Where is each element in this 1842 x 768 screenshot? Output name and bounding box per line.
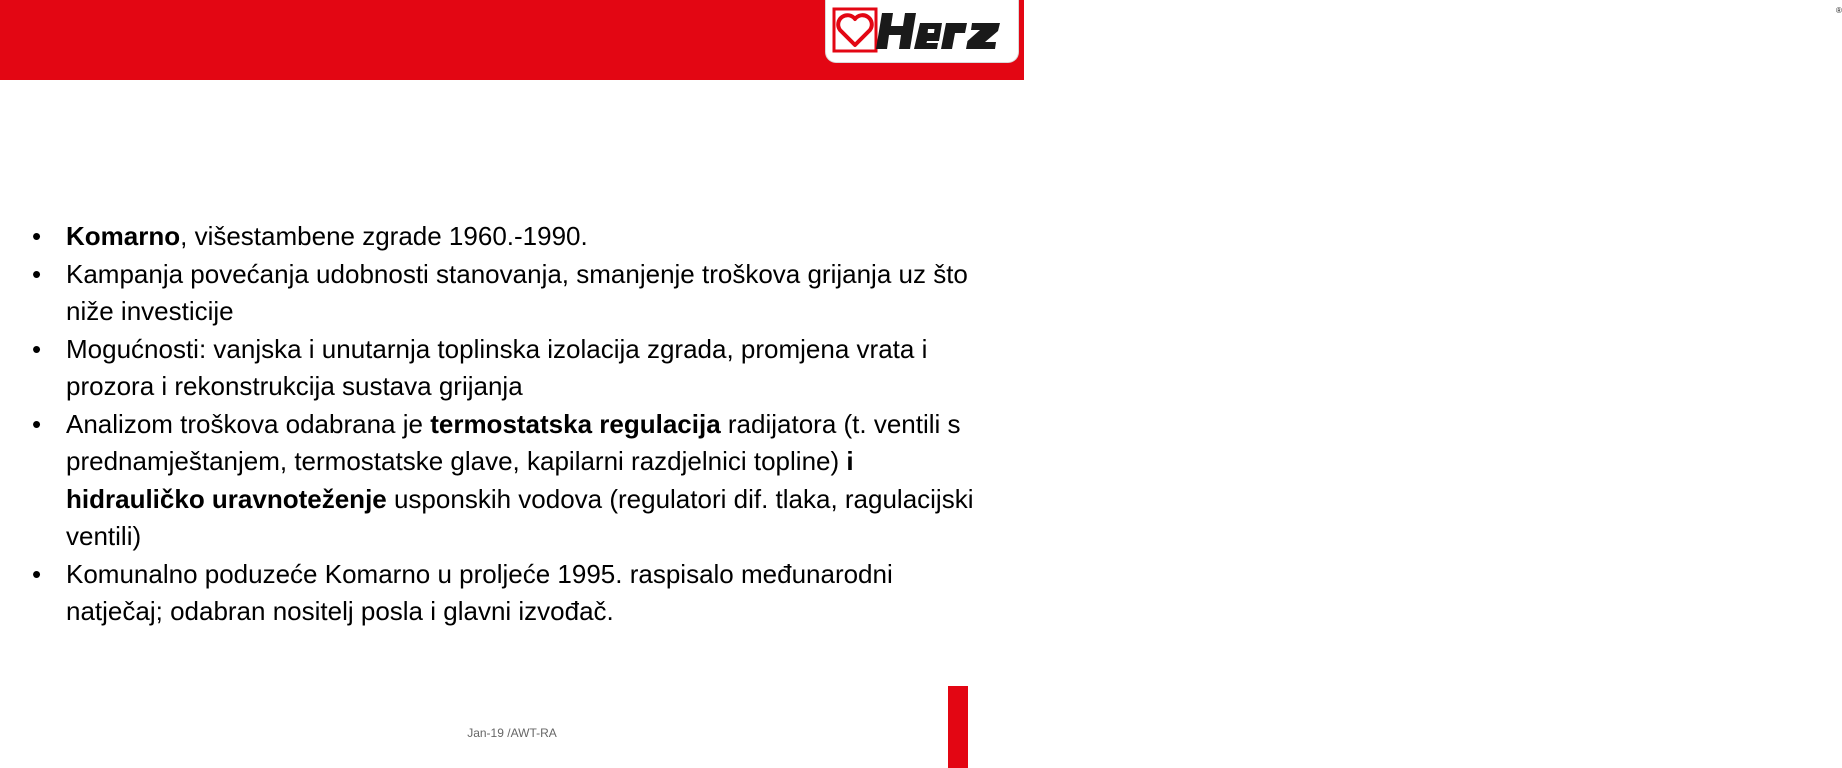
bold-phrase: termostatska regulacija	[430, 408, 721, 439]
bullet-dot: •	[32, 558, 42, 589]
bullet-dot: •	[32, 258, 42, 289]
text-run: Kampanja povećanja udobnosti stanovanja, smanjenje troškova grijanja uz što niže investicije	[66, 258, 968, 326]
bullet-text	[66, 218, 588, 256]
bullet-text	[66, 406, 988, 556]
bullet-item	[28, 406, 988, 556]
text-run: Komunalno poduzeće Komarno u proljeće 1995. raspisalo međunarodni natječaj; odabran nositelj posla i glavni izvođač.	[66, 558, 893, 626]
bold-phrase: Komarno	[66, 221, 181, 251]
bold-phrase: i hidrauličko uravnoteženje	[66, 446, 854, 514]
bullet-item	[28, 256, 988, 331]
bullet-item	[28, 556, 988, 631]
bullet-item	[28, 331, 988, 406]
herz-logo	[826, 0, 1842, 62]
text-run: Analizom troškova odabrana je	[66, 408, 431, 439]
text-run: usponskih vodova (regulatori dif. tlaka, ragulacijski ventili)	[66, 483, 974, 551]
herz-logo-mark	[832, 5, 1012, 57]
bullet-item	[28, 218, 988, 256]
bullet-text	[66, 256, 988, 331]
corner-red-bar	[948, 686, 968, 768]
text-run: , višestambene zgrade 1960.-1990.	[180, 221, 588, 251]
text-run: Mogućnosti: vanjska i unutarnja toplinska izolacija zgrada, promjena vrata i prozora i rekonstrukcija sustava grijanja	[66, 333, 928, 401]
text-run: radijatora (t. ventili s prednamještanjem, termostatske glave, kapilarni razdjelnici topline)	[66, 408, 961, 476]
bullet-dot: •	[32, 408, 42, 439]
bullet-text	[66, 556, 988, 631]
bullet-list	[28, 218, 988, 631]
bullet-dot: •	[32, 333, 42, 364]
bullet-dot: •	[32, 221, 42, 251]
registered-mark: ®	[1836, 6, 1842, 15]
footer-date-code: Jan-19 /AWT-RA	[467, 726, 557, 740]
bullet-text	[66, 331, 988, 406]
